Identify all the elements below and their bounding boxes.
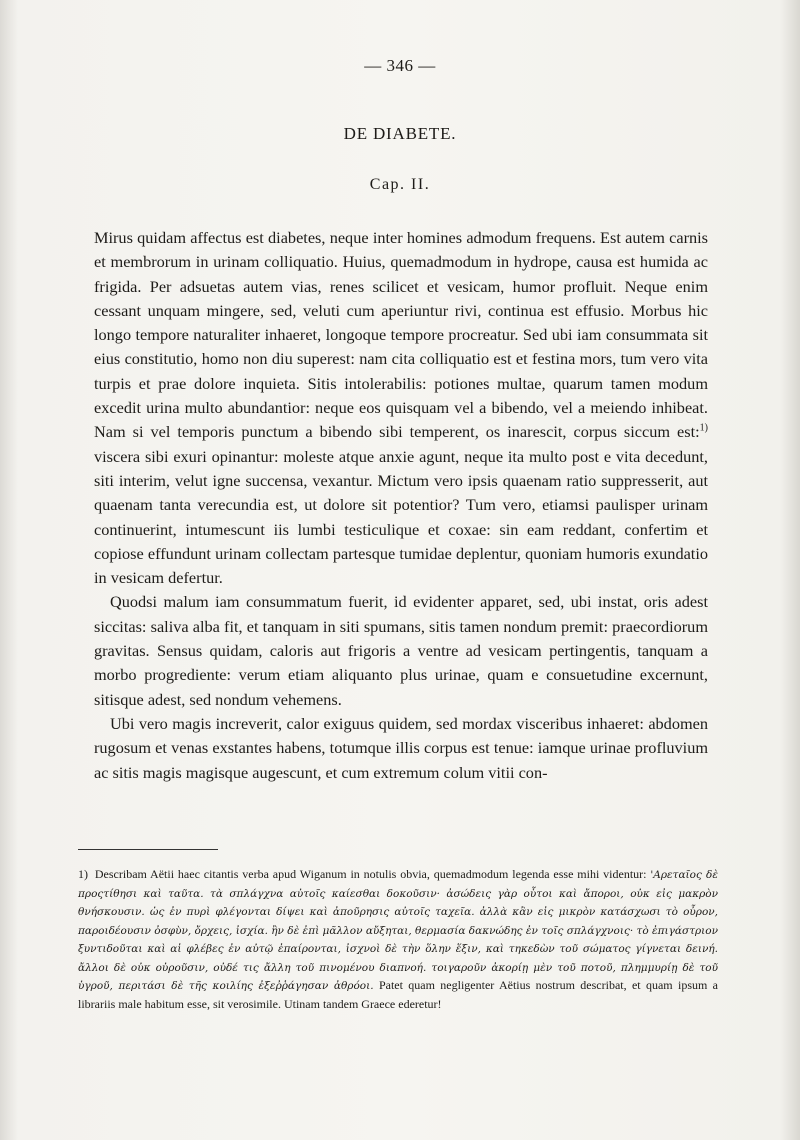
paragraph-2: Quodsi malum iam consummatum fuerit, id evidenter apparet, sed, ubi instat, oris adest siccitas: saliva alba fit, et tanquam in siti spumans, sitis tamen nondum premit: praecordiorum gravitas. Sensus quidam, caloris aut frigoris a ventre ad vesicam pertingentis, tanquam a morbo progrediente: verum etiam aliquanto plus urinae, quam e consuetudine excernunt, sitisque adest, sed nondum vehemens. (94, 592, 708, 709)
paragraph-1 (94, 226, 708, 590)
footnote-divider (78, 849, 218, 850)
footnote-latin-intro: Describam Aëtii haec citantis verba apud Wiganum in notulis obvia, quemadmodum legenda esse mihi videntur: (94, 867, 647, 881)
footnote-number: 1) (78, 867, 88, 881)
footnote-latin-outro: Patet quam negligenter Aëtius nostrum describat, et quam ipsum a librariis male habitum esse, sit verosimile. Utinam tandem Graece ederetur! (78, 978, 718, 1011)
paragraph-1-continued: viscera sibi exuri opinantur: moleste atque anxie agunt, neque ita multo post e vita decedunt, siti interim, velut igne succensa, vexantur. Mictum vero ipsis quaenam ratio suppresserit, aut quaenam tanta verecundia est, ut dolore sit potentior? Tum vero, etiamsi paulisper urinam continuerint, intumescunt iis lumbi testiculique et coxae: sin eam reddant, confertim et copiose effundunt urinam collectam partesque tumidae deplentur, quoniam humoris exundatio in vesicam defertur. (94, 446, 708, 588)
footnote-marker: 1) (699, 422, 708, 434)
paragraph-1-text: Mirus quidam affectus est diabetes, neque inter homines admodum frequens. Est autem carnis et membrorum in urinam colliquatio. Huius, quemadmodum in hydrope, causa est humida ac frigida. Per adsuetas autem vias, renes scilicet et vesicam, humor profluit. Neque enim cessant unquam mingere, sed, veluti cum aperiuntur rivi, continua est effusio. Morbus hic longo tempore naturaliter inhaeret, longoque tempore procreatur. Sed ubi iam consummata sit eius constitutio, homo non diu superest: nam cita colliquatio est et festina mors, tum vero vita turpis et prae dolore inquieta. Sitis intolerabilis: potiones multae, quarum tamen modum excedit urina multo abundantior: neque eos quisquam vel a bibendo, vel a meiendo inhibeat. Nam si vel temporis punctum a bibendo sibi temperent, os inarescit, corpus siccum est: (94, 228, 708, 442)
page-number-header: — 346 — (364, 56, 436, 75)
footnote (78, 866, 718, 1013)
paragraph-3: Ubi vero magis increverit, calor exiguus quidem, sed mordax visceribus inhaeret: abdomen rugosum et venas exstantes habens, totumque illis corpus est tenue: iamque urinae profluvium ac sitis magis magisque augescunt, et cum extremum colum vitii con- (94, 713, 708, 782)
section-title: DE DIABETE. (343, 124, 457, 143)
main-text (94, 226, 708, 785)
footnote-greek-quote: 'Αρεταῖος δὲ προςτίθησι καὶ ταῦτα. τὰ σπλάγχνα αὐτοῖς καίεσθαι δοκοῦσιν· ἀσώδεις γὰρ οὗτοι καὶ ἄποροι, οὐκ εἰς μακρὸν θνήσκουσιν. ὡς ἐν πυρὶ φλέγονται δίψει καὶ ἀποῦρησις αὐτοῖς ταχεῖα. ἀλλὰ κἂν εἰς μικρὸν κατάσχωσι τὸ οὖρον, παροιδέουσιν ὀσφὺν, ὄρχεις, ἰσχία. ἢν δὲ ἐπὶ μᾶλλον αὔξηται, θερμασία δακνώδης ἐν τοῖς σπλάγχνοις· τὸ ἐπιγάστριον ξυντιδοῦται καὶ αἱ φλέβες ἐν αὐτῷ ἐπαίρονται, ἰσχνοὶ δὲ τὴν ὅλην ἕξιν, καὶ τηκεδὼν τοῦ σώματος γίγνεται δεινή. ἄλλοι δὲ οὐκ οὐροῦσιν, οὐδέ τις ἄλλη τοῦ πινομένου διαπνοή. τοιγαροῦν ἀκορίῃ μὲν τοῦ ποτοῦ, πλημμυρίῃ δὲ τοῦ ὑγροῦ, περιτάσι δὲ τῆς κοιλίης ἐξεῤῥάγησαν ἀθρόοι. (78, 869, 719, 992)
chapter-heading: Cap. II. (369, 176, 431, 193)
